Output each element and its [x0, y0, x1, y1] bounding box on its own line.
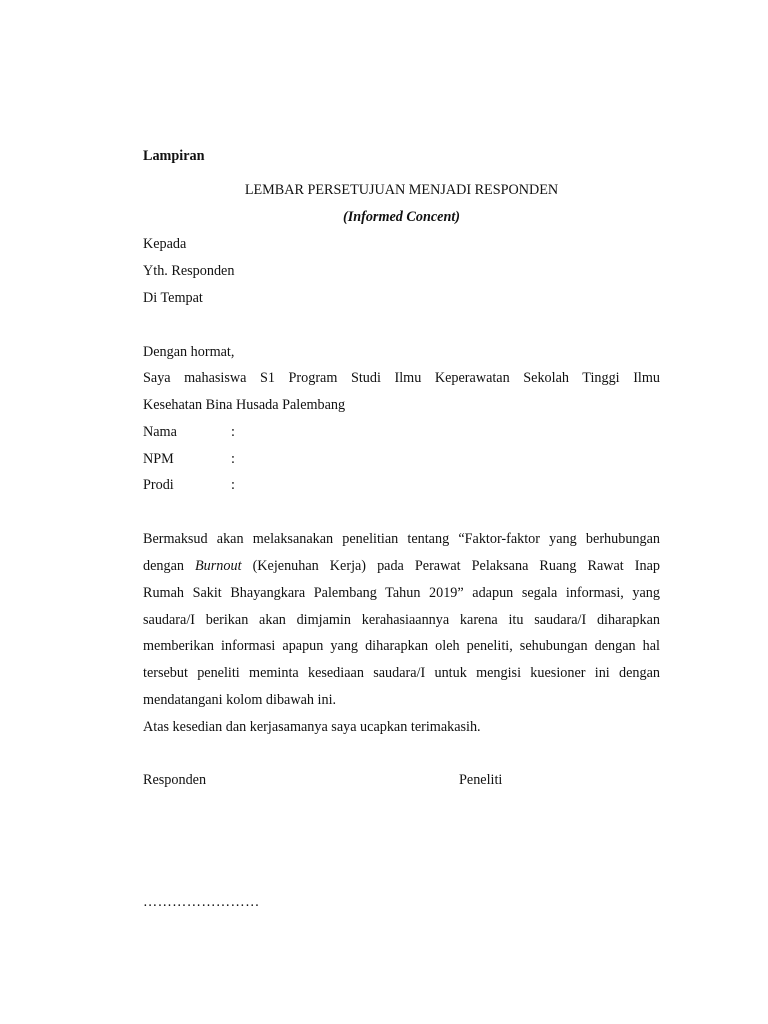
body-line-1: Bermaksud akan melaksanakan penelitian tentang “Faktor-faktor yang berhubungan [143, 531, 660, 547]
intro-line-2: Kesehatan Bina Husada Palembang [143, 397, 346, 413]
field-npm-label: NPM [143, 451, 174, 467]
greeting: Dengan hormat, [143, 344, 235, 360]
field-nama-colon: : [231, 424, 235, 440]
body-line-2-end: (Kejenuhan Kerja) pada Perawat Pelaksana Ruang Rawat Inap [241, 558, 660, 574]
body-line-7: mendatangani kolom dibawah ini. [143, 692, 337, 708]
field-prodi-label: Prodi [143, 477, 174, 493]
body-line-2-start: dengan [143, 558, 196, 574]
intro-line-1: Saya mahasiswa S1 Program Studi Ilmu Keperawatan Sekolah Tinggi Ilmu [143, 370, 660, 386]
body-line-3: Rumah Sakit Bhayangkara Palembang Tahun 2019” adapun segala informasi, yang [143, 585, 660, 601]
field-npm-colon: : [231, 451, 235, 467]
body-line-6: tersebut peneliti meminta kesediaan saudara/I untuk mengisi kuesioner ini dengan [143, 665, 660, 681]
signature-line-respondent: …………………… [143, 894, 260, 910]
field-nama-label: Nama [143, 424, 177, 440]
burnout-term: Burnout [195, 558, 242, 574]
signature-label-respondent: Responden [143, 772, 207, 788]
closing-line: Atas kesedian dan kerjasamanya saya ucapkan terimakasih. [143, 719, 481, 735]
address-line-place: Di Tempat [143, 290, 203, 306]
signature-label-researcher: Peneliti [459, 772, 503, 788]
field-prodi-colon: : [231, 477, 235, 493]
attachment-heading: Lampiran [143, 148, 205, 164]
document-subtitle: (Informed Concent) [342, 209, 461, 225]
body-line-2 [143, 557, 660, 575]
body-line-5: memberikan informasi apapun yang diharapkan oleh peneliti, sehubungan dengan hal [143, 638, 660, 654]
body-line-4: saudara/I berikan akan dimjamin kerahasiaannya karena itu saudara/I diharapkan [143, 612, 660, 628]
document-title: LEMBAR PERSETUJUAN MENJADI RESPONDEN [244, 182, 559, 198]
address-line-recipient: Yth. Responden [143, 263, 235, 279]
address-line-to: Kepada [143, 236, 187, 252]
